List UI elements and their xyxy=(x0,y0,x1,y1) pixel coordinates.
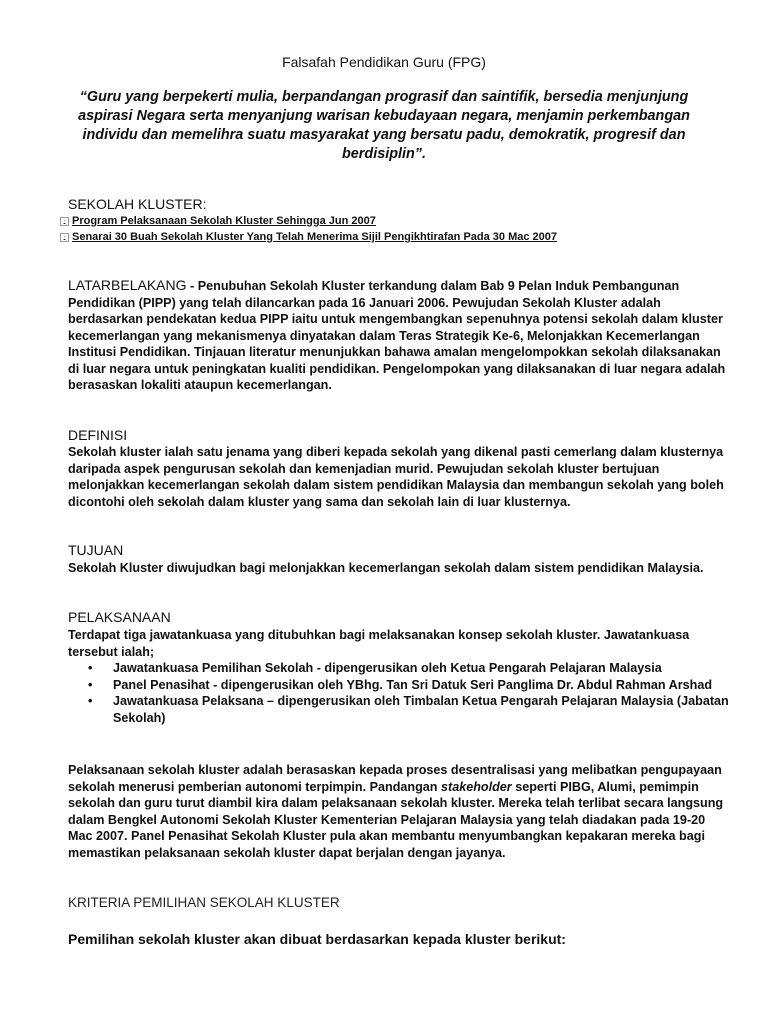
pelaksanaan-heading: PELAKSANAAN xyxy=(68,609,171,625)
pelaksanaan-intro: Terdapat tiga jawatankuasa yang ditubuhkan bagi melaksanakan konsep sekolah kluster. Jawatankuasa tersebut ialah; xyxy=(68,628,690,659)
tujuan-heading: TUJUAN xyxy=(68,542,124,558)
jawatankuasa-list xyxy=(68,660,732,726)
latarbelakang-section xyxy=(68,277,732,394)
pelaksanaan-paragraph: Pelaksanaan sekolah kluster adalah berasaskan kepada proses desentralisasi yang melibatkan pengupayaan sekolah menerusi pemberian autonomi terpimpin. Pandangan stakeholder seperti PIBG, Alumi, pemimpin sekolah dan guru turut diambil kira dalam pelaksanaan sekolah kluster. Mereka telah terlibat secara langsung dalam Bengkel Autonomi Sekolah Kluster Kementerian Pelajaran Malaysia yang telah diadakan pada 19-20 Mac 2007. Panel Penasihat Sekolah Kluster pula akan membantu menyumbangkan kepakaran mereka bagi memastikan pelaksanaan sekolah kluster dapat berjalan dengan jayanya. xyxy=(68,763,724,860)
pemilihan-text: Pemilihan sekolah kluster akan dibuat berdasarkan kepada kluster berikut: xyxy=(68,931,566,947)
link-label: Senarai 30 Buah Sekolah Kluster Yang Telah Menerima Sijil Pengikhtirafan Pada 30 Mac 2007 xyxy=(72,231,558,243)
latarbelakang-text: - Penubuhan Sekolah Kluster terkandung dalam Bab 9 Pelan Induk Pembangunan Pendidikan (PIPP) yang telah dilancarkan pada 16 Januari 2006. Pewujudan Sekolah Kluster adalah berdasarkan pendekatan kedua PIPP iaitu untuk mengembangkan sepenuhnya potensi sekolah dalam kluster kecemerlangan yang mekanismenya dinyatakan dalam Teras Strategik Ke-6, Melonjakkan Kecemerlangan Institusi Pendidikan. Tinjauan literatur menunjukkan bahawa amalan mengelompokkan sekolah dilaksanakan di luar negara untuk peningkatan kualiti pendidikan. Pengelompokan yang dilaksanakan di luar negara adalah berasaskan lokaliti ataupun kecemerlangan. xyxy=(68,279,726,392)
kriteria-heading: KRITERIA PEMILIHAN SEKOLAH KLUSTER xyxy=(68,895,340,910)
page-title: Falsafah Pendidikan Guru (FPG) xyxy=(282,54,486,70)
list-item: • Jawatankuasa Pemilihan Sekolah - dipengerusikan oleh Ketua Pengarah Pelajaran Malaysia xyxy=(88,661,662,675)
document-icon: ▪ xyxy=(60,217,69,226)
stakeholder-italic: stakeholder xyxy=(441,779,512,794)
latarbelakang-heading: LATARBELAKANG xyxy=(68,277,187,293)
list-item: • Panel Penasihat - dipengerusikan oleh YBhg. Tan Sri Datuk Seri Panglima Dr. Abdul Rahman Arshad xyxy=(88,677,713,692)
link-senarai-sekolah[interactable] xyxy=(60,231,557,243)
definisi-text: Sekolah kluster ialah satu jenama yang diberi kepada sekolah yang dikenal pasti cemerlang dalam klusternya daripada aspek pengurusan sekolah dan kemenjadian murid. Pewujudan sekolah kluster bertujuan melonjakkan kecemerlangan sekolah dalam sistem pendidikan Malaysia dan membangun sekolah yang boleh dicontohi oleh sekolah dalam kluster yang sama dan sekolah lain di luar klusternya. xyxy=(68,445,724,509)
philosophy-quote: “Guru yang berpekerti mulia, berpandangan prograsif dan saintifik, bersedia menjunjung aspirasi Negara serta menyanjung warisan kebudayaan negara, menjamin perkembangan individu dan memelihra suatu masyarakat yang bersatu padu, demokratik, progresif dan berdisiplin”. xyxy=(78,89,690,162)
definisi-heading: DEFINISI xyxy=(68,427,128,443)
tujuan-text: Sekolah Kluster diwujudkan bagi melonjakkan kecemerlangan sekolah dalam sistem pendidikan Malaysia. xyxy=(68,561,704,575)
list-item: • Jawatankuasa Pelaksana – dipengerusikan oleh Timbalan Ketua Pengarah Pelajaran Malaysia (Jabatan Sekolah) xyxy=(88,694,729,725)
link-label: Program Pelaksanaan Sekolah Kluster Sehingga Jun 2007 xyxy=(72,215,376,227)
document-icon: ▪ xyxy=(60,233,69,242)
sekolah-kluster-heading: SEKOLAH KLUSTER: xyxy=(68,196,207,212)
link-program-pelaksanaan[interactable] xyxy=(60,215,376,227)
